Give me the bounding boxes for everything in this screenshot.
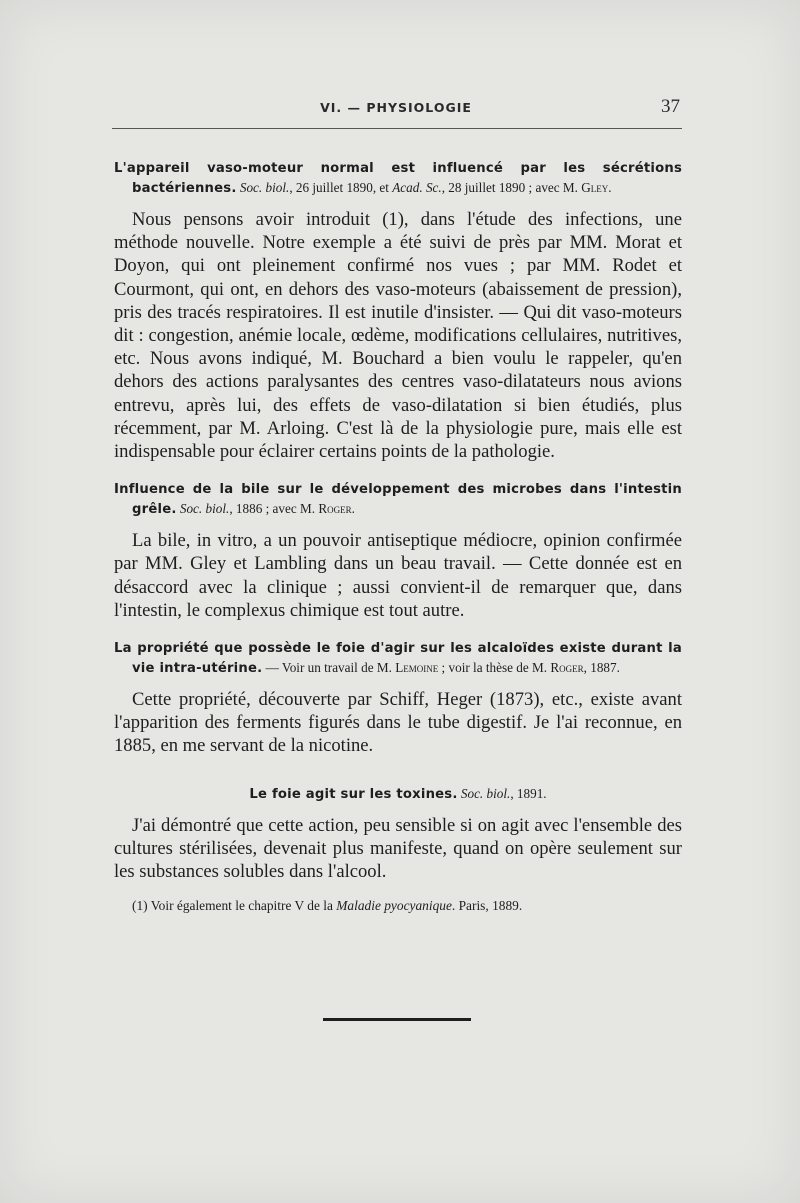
reference-author: Lemoine	[395, 660, 439, 676]
reference-text: , 1887.	[583, 660, 620, 676]
section-title: La propriété que possède le foie d'agir sur les alcaloïdes existe durant la vie intra-utérine.	[114, 641, 682, 677]
reference-journal: Soc. biol.	[179, 501, 230, 517]
reference-text: , 26 juillet 1890, et	[289, 180, 393, 195]
section-body-3: Cette propriété, découverte par Schiff, Heger (1873), etc., existe avant l'apparition des ferments figurés dans le tube digestif. Je l'ai reconnue, en 1885, en me servant de la nicotine.	[114, 689, 682, 757]
page-number: 37	[661, 96, 680, 117]
reference-journal: Soc. biol.	[239, 180, 290, 195]
footnote	[132, 897, 682, 915]
section-title: L'appareil vaso-moteur normal est influencé par les sécrétions bactériennes.	[114, 161, 682, 196]
section-body-1: Nous pensons avoir introduit (1), dans l'étude des infections, une méthode nouvelle. Notre exemple a été suivi de près par MM. Morat et Doyon, qui ont pleinement confirmé nos vues ; par MM. Rodet et Courmont, qui ont, en dehors des vaso-moteurs (abaissement de pression), pris des tracés respiratoires. Il est inutile d'insister. — Qui dit vaso-moteurs dit : congestion, anémie locale, œdème, modifications cellulaires, nutritives, etc. Nous avons indiqué, M. Bouchard a bien voulu le rappeler, qu'en dehors des actions paralysantes des centres vaso-dilatateurs nous avions entrevu, après lui, des effets de vaso-dilatation si bien étudiés, plus récemment, par M. Arloing. C'est là de la physiologie pure, mais elle est indispensable pour éclairer certains points de la pathologie.	[114, 209, 682, 463]
page-header	[110, 96, 682, 120]
reference-text: , 28 juillet 1890 ; avec M.	[441, 180, 582, 195]
reference-author: Roger	[318, 501, 352, 517]
reference-author: Gley	[581, 180, 609, 195]
section-heading-4	[114, 784, 682, 804]
section-heading-1	[114, 158, 682, 198]
footnote-text: . Paris, 1889.	[451, 898, 523, 914]
reference-text: — Voir un travail de M.	[262, 660, 396, 676]
section-title: Le foie agit sur les toxines.	[249, 786, 458, 802]
section-heading-2	[114, 479, 682, 519]
reference-journal: Soc. biol.	[460, 785, 511, 801]
reference-text: .	[608, 180, 612, 195]
reference-text: ; voir la thèse de M.	[438, 660, 551, 676]
running-title: VI. — PHYSIOLOGIE	[320, 100, 472, 115]
reference-author: Roger	[550, 660, 584, 676]
section-body-2: La bile, in vitro, a un pouvoir antiseptique médiocre, opinion confirmée par MM. Gley et Lambling dans un beau travail. — Cette donnée est en désaccord avec la clinique ; aussi convient-il de remarquer que, dans l'intestin, le complexus chimique est tout autre.	[114, 530, 682, 621]
reference-text: , 1891.	[510, 785, 547, 801]
reference-text: .	[351, 501, 355, 517]
section-heading-3	[114, 638, 682, 678]
page-content	[114, 158, 682, 915]
footnote-title: Maladie pyocyanique	[336, 898, 452, 914]
reference-journal: Acad. Sc.	[392, 180, 442, 195]
header-rule	[112, 128, 682, 129]
reference-text: , 1886 ; avec M.	[229, 501, 319, 517]
section-body-4: J'ai démontré que cette action, peu sensible si on agit avec l'ensemble des cultures stérilisées, devenait plus manifeste, quand on opère seulement sur les substances solubles dans l'alcool.	[114, 814, 682, 883]
section-title: Influence de la bile sur le développement des microbes dans l'intestin grêle.	[114, 482, 682, 518]
footnote-text: (1) Voir également le chapitre V de la	[132, 898, 337, 914]
end-rule	[323, 1018, 471, 1021]
